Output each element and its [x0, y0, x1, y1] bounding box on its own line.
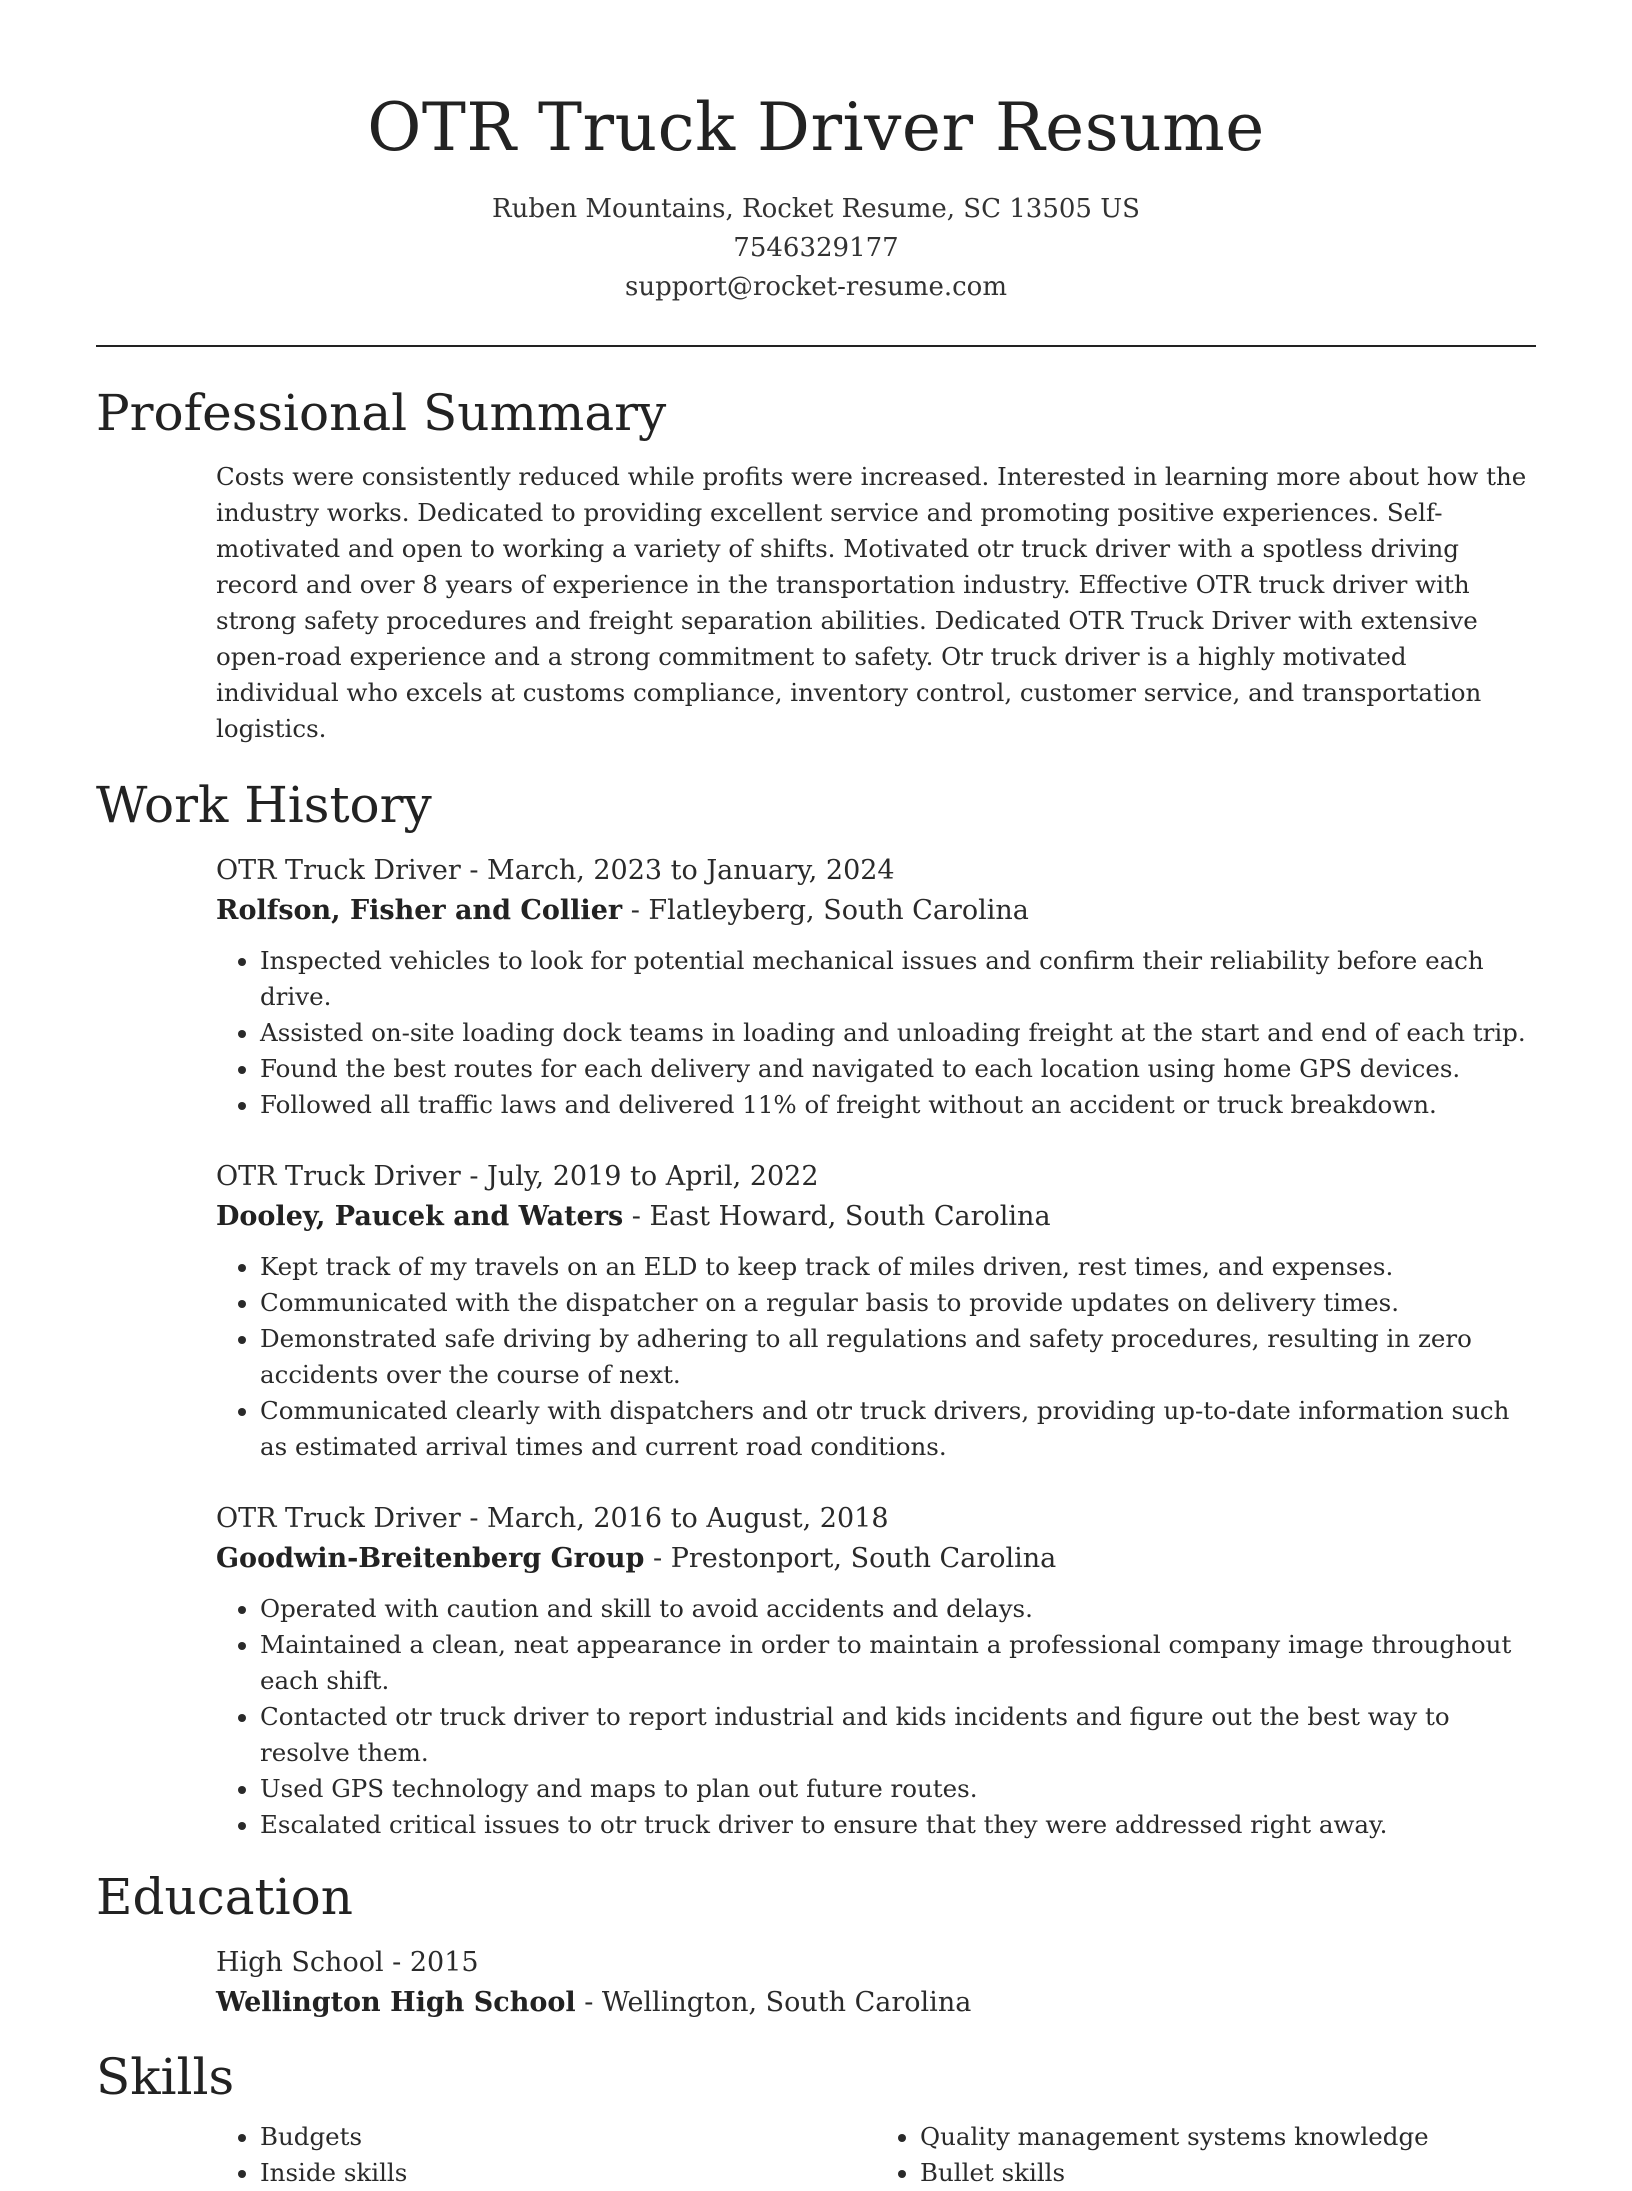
- job-company-line: [216, 891, 1536, 931]
- job-company: Rolfson, Fisher and Collier: [216, 895, 623, 926]
- education-heading: Education: [96, 1868, 353, 1926]
- education-school: Wellington High School: [216, 1987, 576, 2018]
- contact-phone: 7546329177: [733, 233, 899, 263]
- job-bullet: • Contacted otr truck driver to report industrial and kids incidents and figure out the best way to resolve them.: [260, 1699, 1536, 1771]
- education-school-line: [216, 1983, 1536, 2023]
- resume-title: OTR Truck Driver Resume: [367, 89, 1265, 166]
- job-bullet: • Inspected vehicles to look for potential mechanical issues and confirm their reliability before each drive.: [260, 943, 1536, 1015]
- job-bullet: • Communicated clearly with dispatchers and otr truck drivers, providing up-to-date information such as estimated arrival times and current road conditions.: [260, 1393, 1536, 1465]
- education-location: - Wellington, South Carolina: [575, 1987, 972, 2018]
- job-location: - Flatleyberg, South Carolina: [622, 895, 1029, 926]
- job-entry: [216, 1157, 1536, 1465]
- contact-address: Ruben Mountains, Rocket Resume, SC 13505 US: [492, 194, 1140, 224]
- education-degree: High School - 2015: [216, 1947, 479, 1978]
- job-title: OTR Truck Driver - July, 2019 to April, 2022: [216, 1161, 819, 1192]
- job-location: - East Howard, South Carolina: [623, 1201, 1051, 1232]
- job-bullets: [216, 1249, 1536, 1465]
- job-company: Dooley, Paucek and Waters: [216, 1201, 624, 1232]
- job-entry: [216, 851, 1536, 1123]
- skill-item: • Inside skills: [260, 2155, 876, 2191]
- job-location: - Prestonport, South Carolina: [644, 1543, 1057, 1574]
- job-title: OTR Truck Driver - March, 2023 to January, 2024: [216, 855, 895, 886]
- job-entry: [216, 1499, 1536, 1843]
- job-bullet: • Maintained a clean, neat appearance in order to maintain a professional company image throughout each shift.: [260, 1627, 1536, 1699]
- work-history-heading: Work History: [96, 776, 432, 834]
- job-bullet: • Demonstrated safe driving by adhering to all regulations and safety procedures, resulting in zero accidents over the course of next.: [260, 1321, 1536, 1393]
- job-company-line: [216, 1539, 1536, 1579]
- skill-item: • Budgets: [260, 2119, 876, 2155]
- resume-page: [96, 0, 1536, 2191]
- job-bullet: • Followed all traffic laws and delivered 11% of freight without an accident or truck breakdown.: [260, 1087, 1536, 1123]
- skills-column-right: [876, 2119, 1536, 2191]
- job-title: OTR Truck Driver - March, 2016 to August, 2018: [216, 1503, 889, 1534]
- contact-email: support@rocket-resume.com: [624, 272, 1007, 302]
- contact-block: [96, 190, 1536, 307]
- skills-list: [216, 2119, 1536, 2191]
- skill-item: • Bullet skills: [920, 2155, 1536, 2191]
- job-bullet: • Kept track of my travels on an ELD to keep track of miles driven, rest times, and expenses.: [260, 1249, 1536, 1285]
- skills-heading: Skills: [96, 2048, 235, 2106]
- summary-text: Costs were consistently reduced while profits were increased. Interested in learning more about how the industry works. Dedicated to providing excellent service and promoting positive experiences. Self-motivated and open to working a variety of shifts. Motivated otr truck driver with a spotless driving record and over 8 years of experience in the transportation industry. Effective OTR truck driver with strong safety procedures and freight separation abilities. Dedicated OTR Truck Driver with extensive open-road experience and a strong commitment to safety. Otr truck driver is a highly motivated individual who excels at customs compliance, inventory control, customer service, and transportation logistics.: [216, 462, 1527, 743]
- job-bullets: [216, 943, 1536, 1123]
- skills-column-left: [216, 2119, 876, 2191]
- job-bullets: [216, 1591, 1536, 1843]
- summary-heading: Professional Summary: [96, 384, 667, 442]
- job-company-line: [216, 1197, 1536, 1237]
- header-divider: [96, 345, 1536, 347]
- skill-item: • Quality management systems knowledge: [920, 2119, 1536, 2155]
- job-bullet: • Communicated with the dispatcher on a regular basis to provide updates on delivery times.: [260, 1285, 1536, 1321]
- education-entry: [216, 1943, 1536, 2023]
- job-company: Goodwin-Breitenberg Group: [216, 1543, 645, 1574]
- job-bullet: • Assisted on-site loading dock teams in loading and unloading freight at the start and end of each trip.: [260, 1015, 1536, 1051]
- job-bullet: • Escalated critical issues to otr truck driver to ensure that they were addressed right away.: [260, 1807, 1536, 1843]
- job-bullet: • Used GPS technology and maps to plan out future routes.: [260, 1771, 1536, 1807]
- job-bullet: • Found the best routes for each delivery and navigated to each location using home GPS devices.: [260, 1051, 1536, 1087]
- job-bullet: • Operated with caution and skill to avoid accidents and delays.: [260, 1591, 1536, 1627]
